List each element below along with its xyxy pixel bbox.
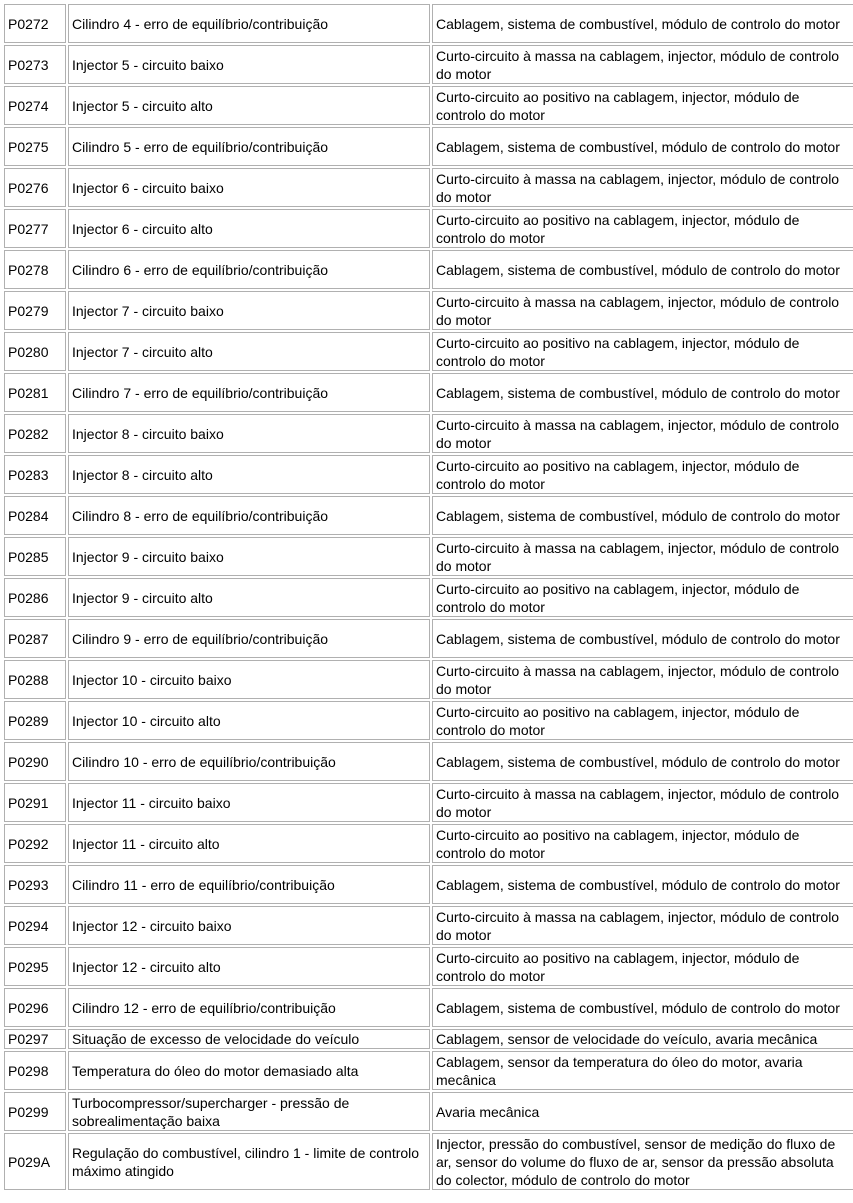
dtc-description-cell: Injector 10 - circuito alto	[68, 701, 430, 740]
table-row	[4, 783, 853, 822]
dtc-causes-cell: Cablagem, sistema de combustível, módulo de controlo do motor	[432, 619, 853, 658]
dtc-code-cell: P0288	[4, 660, 66, 699]
table-row	[4, 865, 853, 904]
dtc-description-cell: Injector 6 - circuito alto	[68, 209, 430, 248]
dtc-code-cell: P0298	[4, 1051, 66, 1090]
table-row	[4, 1133, 853, 1190]
dtc-code-cell: P0296	[4, 988, 66, 1027]
table-row	[4, 1051, 853, 1090]
dtc-causes-cell: Cablagem, sistema de combustível, módulo de controlo do motor	[432, 496, 853, 535]
dtc-code-cell: P0287	[4, 619, 66, 658]
table-row	[4, 947, 853, 986]
dtc-code-cell: P0299	[4, 1092, 66, 1131]
dtc-description-cell: Injector 11 - circuito baixo	[68, 783, 430, 822]
table-row	[4, 742, 853, 781]
table-row	[4, 537, 853, 576]
dtc-code-cell: P0297	[4, 1029, 66, 1049]
dtc-causes-cell: Curto-circuito ao positivo na cablagem, injector, módulo de controlo do motor	[432, 578, 853, 617]
dtc-description-cell: Injector 11 - circuito alto	[68, 824, 430, 863]
dtc-code-cell: P0276	[4, 168, 66, 207]
table-row	[4, 455, 853, 494]
dtc-description-cell: Injector 8 - circuito alto	[68, 455, 430, 494]
dtc-causes-cell: Curto-circuito à massa na cablagem, injector, módulo de controlo do motor	[432, 291, 853, 330]
dtc-description-cell: Cilindro 12 - erro de equilíbrio/contribuição	[68, 988, 430, 1027]
dtc-causes-cell: Curto-circuito ao positivo na cablagem, injector, módulo de controlo do motor	[432, 824, 853, 863]
dtc-description-cell: Injector 8 - circuito baixo	[68, 414, 430, 453]
table-row	[4, 824, 853, 863]
dtc-causes-cell: Curto-circuito ao positivo na cablagem, injector, módulo de controlo do motor	[432, 209, 853, 248]
dtc-description-cell: Injector 9 - circuito baixo	[68, 537, 430, 576]
dtc-description-cell: Injector 12 - circuito baixo	[68, 906, 430, 945]
dtc-code-cell: P0294	[4, 906, 66, 945]
dtc-description-cell: Injector 12 - circuito alto	[68, 947, 430, 986]
table-row	[4, 414, 853, 453]
dtc-causes-cell: Curto-circuito à massa na cablagem, injector, módulo de controlo do motor	[432, 414, 853, 453]
dtc-code-cell: P0285	[4, 537, 66, 576]
dtc-causes-cell: Curto-circuito ao positivo na cablagem, injector, módulo de controlo do motor	[432, 455, 853, 494]
table-row	[4, 291, 853, 330]
dtc-code-cell: P0292	[4, 824, 66, 863]
dtc-description-cell: Cilindro 4 - erro de equilíbrio/contribuição	[68, 4, 430, 43]
dtc-description-cell: Turbocompressor/supercharger - pressão de sobrealimentação baixa	[68, 1092, 430, 1131]
table-row	[4, 127, 853, 166]
dtc-code-cell: P0284	[4, 496, 66, 535]
dtc-description-cell: Injector 10 - circuito baixo	[68, 660, 430, 699]
dtc-description-cell: Injector 5 - circuito baixo	[68, 45, 430, 84]
table-row	[4, 906, 853, 945]
dtc-causes-cell: Cablagem, sistema de combustível, módulo de controlo do motor	[432, 988, 853, 1027]
table-row	[4, 168, 853, 207]
table-row	[4, 578, 853, 617]
dtc-causes-cell: Avaria mecânica	[432, 1092, 853, 1131]
dtc-causes-cell: Cablagem, sistema de combustível, módulo de controlo do motor	[432, 127, 853, 166]
dtc-causes-cell: Curto-circuito à massa na cablagem, injector, módulo de controlo do motor	[432, 783, 853, 822]
dtc-code-cell: P0273	[4, 45, 66, 84]
dtc-description-cell: Situação de excesso de velocidade do veículo	[68, 1029, 430, 1049]
dtc-code-cell: P0281	[4, 373, 66, 412]
dtc-causes-cell: Curto-circuito à massa na cablagem, injector, módulo de controlo do motor	[432, 906, 853, 945]
table-row	[4, 86, 853, 125]
dtc-causes-cell: Curto-circuito ao positivo na cablagem, injector, módulo de controlo do motor	[432, 701, 853, 740]
dtc-code-cell: P0283	[4, 455, 66, 494]
dtc-description-cell: Cilindro 8 - erro de equilíbrio/contribuição	[68, 496, 430, 535]
dtc-description-cell: Injector 9 - circuito alto	[68, 578, 430, 617]
dtc-description-cell: Cilindro 6 - erro de equilíbrio/contribuição	[68, 250, 430, 289]
dtc-causes-cell: Cablagem, sistema de combustível, módulo de controlo do motor	[432, 373, 853, 412]
dtc-causes-cell: Curto-circuito ao positivo na cablagem, injector, módulo de controlo do motor	[432, 947, 853, 986]
dtc-description-cell: Cilindro 5 - erro de equilíbrio/contribuição	[68, 127, 430, 166]
dtc-description-cell: Cilindro 9 - erro de equilíbrio/contribuição	[68, 619, 430, 658]
table-row	[4, 496, 853, 535]
dtc-code-cell: P0293	[4, 865, 66, 904]
dtc-causes-cell: Curto-circuito à massa na cablagem, injector, módulo de controlo do motor	[432, 537, 853, 576]
dtc-description-cell: Injector 6 - circuito baixo	[68, 168, 430, 207]
table-row	[4, 373, 853, 412]
dtc-code-cell: P0290	[4, 742, 66, 781]
table-row	[4, 4, 853, 43]
table-row	[4, 988, 853, 1027]
dtc-description-cell: Cilindro 7 - erro de equilíbrio/contribuição	[68, 373, 430, 412]
dtc-code-cell: P0278	[4, 250, 66, 289]
dtc-description-cell: Injector 7 - circuito baixo	[68, 291, 430, 330]
dtc-code-cell: P0279	[4, 291, 66, 330]
dtc-causes-cell: Curto-circuito à massa na cablagem, injector, módulo de controlo do motor	[432, 660, 853, 699]
dtc-causes-cell: Curto-circuito à massa na cablagem, injector, módulo de controlo do motor	[432, 45, 853, 84]
dtc-code-cell: P0280	[4, 332, 66, 371]
dtc-causes-cell: Cablagem, sistema de combustível, módulo de controlo do motor	[432, 250, 853, 289]
dtc-description-cell: Cilindro 11 - erro de equilíbrio/contribuição	[68, 865, 430, 904]
dtc-code-cell: P0295	[4, 947, 66, 986]
dtc-causes-cell: Injector, pressão do combustível, sensor de medição do fluxo de ar, sensor do volume do fluxo de ar, sensor da pressão absoluta do colector, módulo de controlo do motor	[432, 1133, 853, 1190]
dtc-causes-cell: Curto-circuito à massa na cablagem, injector, módulo de controlo do motor	[432, 168, 853, 207]
dtc-causes-cell: Cablagem, sistema de combustível, módulo de controlo do motor	[432, 865, 853, 904]
dtc-table	[2, 2, 853, 1192]
dtc-causes-cell: Cablagem, sistema de combustível, módulo de controlo do motor	[432, 742, 853, 781]
dtc-causes-cell: Cablagem, sensor da temperatura do óleo do motor, avaria mecânica	[432, 1051, 853, 1090]
dtc-code-cell: P0282	[4, 414, 66, 453]
table-row	[4, 45, 853, 84]
dtc-causes-cell: Cablagem, sensor de velocidade do veículo, avaria mecânica	[432, 1029, 853, 1049]
dtc-causes-cell: Curto-circuito ao positivo na cablagem, injector, módulo de controlo do motor	[432, 86, 853, 125]
dtc-code-cell: P0277	[4, 209, 66, 248]
dtc-code-cell: P0289	[4, 701, 66, 740]
table-row	[4, 660, 853, 699]
dtc-description-cell: Regulação do combustível, cilindro 1 - limite de controlo máximo atingido	[68, 1133, 430, 1190]
dtc-code-cell: P029A	[4, 1133, 66, 1190]
dtc-code-cell: P0286	[4, 578, 66, 617]
dtc-description-cell: Injector 7 - circuito alto	[68, 332, 430, 371]
table-row	[4, 619, 853, 658]
dtc-code-cell: P0272	[4, 4, 66, 43]
table-row	[4, 1092, 853, 1131]
dtc-code-cell: P0291	[4, 783, 66, 822]
dtc-table-body	[4, 4, 853, 1190]
dtc-code-cell: P0275	[4, 127, 66, 166]
dtc-causes-cell: Curto-circuito ao positivo na cablagem, injector, módulo de controlo do motor	[432, 332, 853, 371]
dtc-description-cell: Cilindro 10 - erro de equilíbrio/contribuição	[68, 742, 430, 781]
dtc-description-cell: Temperatura do óleo do motor demasiado alta	[68, 1051, 430, 1090]
dtc-description-cell: Injector 5 - circuito alto	[68, 86, 430, 125]
dtc-code-cell: P0274	[4, 86, 66, 125]
dtc-causes-cell: Cablagem, sistema de combustível, módulo de controlo do motor	[432, 4, 853, 43]
table-row	[4, 209, 853, 248]
table-row	[4, 332, 853, 371]
table-row	[4, 1029, 853, 1049]
table-row	[4, 250, 853, 289]
table-row	[4, 701, 853, 740]
